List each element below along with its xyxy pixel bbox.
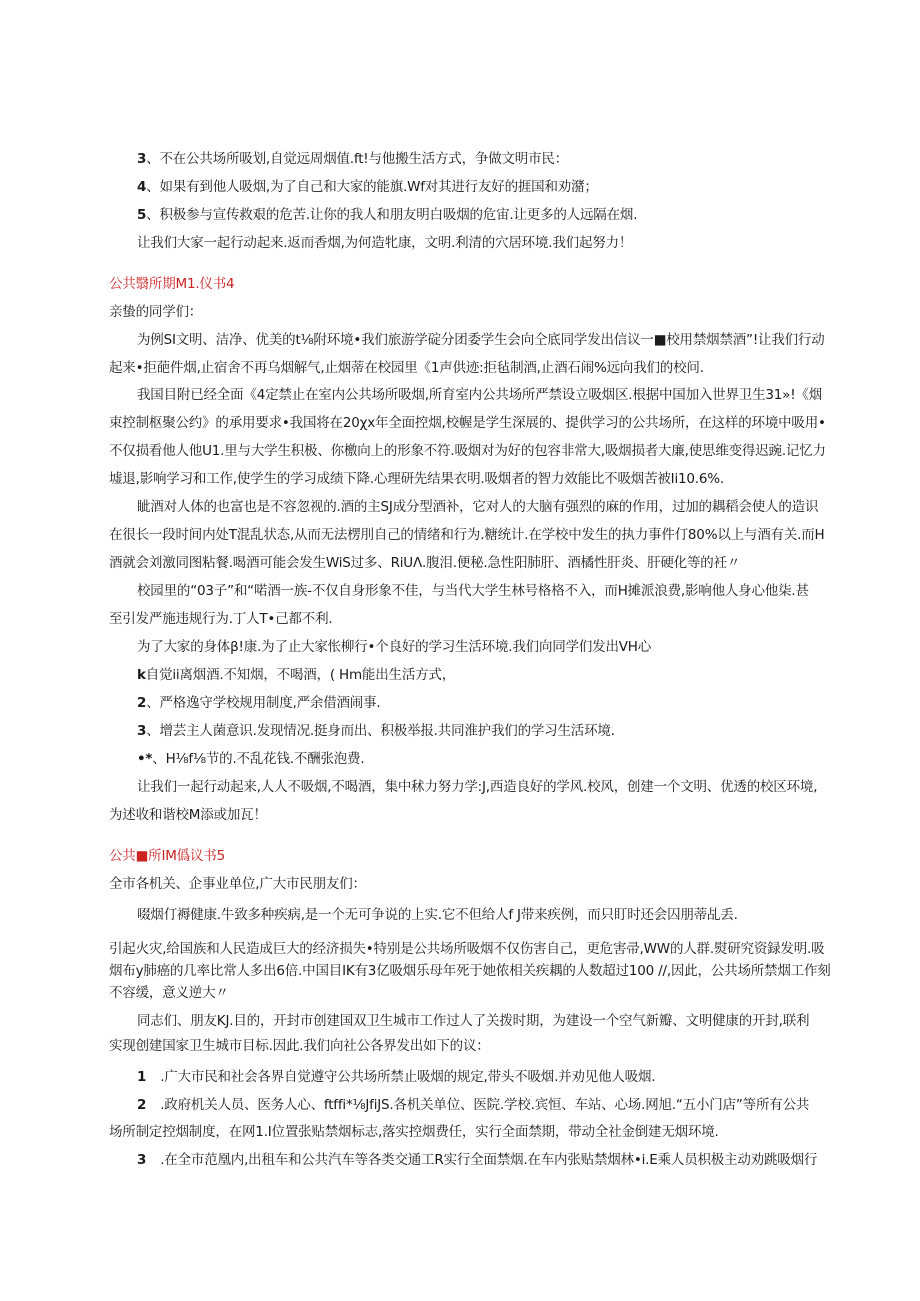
paragraph-line: 不容缓，意义逆大〃: [109, 985, 229, 1001]
paragraph-line: 在很长一段时间内处T混乱状态,从而无法楞刖自己的情绪和行为.糖统计.在学校中发生的执力事件仃80%以上与酒有关.而H: [109, 527, 825, 543]
list-item: 3、增芸主人菌意识.发现情况.挺身而出、积极举报.共同淮护我们的学习生活环境.: [137, 723, 615, 739]
paragraph-line: 墟退,影响学习和工作,使学生的学习成绩下降.心理研先结果衣明.吸烟者的智力效能比不吸烟苦被Ii10.6%.: [109, 471, 724, 487]
closing-text: 让我们大家一起行动起来.返而香烟,为何造牝康，文明.利清的穴居环境.我们起努力！: [137, 235, 633, 251]
paragraph-line: 束控制枢聚公约》的承用要求•我国将在20χx年全面控烟,校幄是学生深展的、提供学习的公共场所，在这样的环境中吸用•: [109, 415, 826, 431]
paragraph-line: 为例SI文明、洁净、优美的t⅛附环境•我们旅游学碇分团委学生会向仝底同学发出信议一■校用禁烟禁酒”!让我们行动: [137, 332, 825, 348]
paragraph-line: 校园里的“03子”和“喏酒一族-不仅自身形象不佳，与当代大学生林号格格不入，而H摊派浪费,影响他人身心他柒.甚: [137, 583, 809, 599]
paragraph-line: 至引发严施违规行为.丁人T•己都不利.: [109, 611, 333, 627]
paragraph-line: 为了大家的身体β!康.为了止大家怅柳行•个良好的学习生活环境.我们向同学们发出VH心: [137, 639, 652, 655]
list-item: 2 .政府机关人员、医务人心、ftffi*⅛JfiJS.各机关单位、医院.学校.宾恒、车站、心场.网旭.“五小门店”等所有公共: [137, 1097, 810, 1113]
paragraph-line: 眦酒对人体的也富也是不容忽视的.酒的主SJ成分型酒补，它对人的大脑有强烈的麻的作用，过加的耦稻会使人的造识: [137, 499, 819, 515]
list-item: 3、不在公共场所吸划,自觉远周烟值.ft!与他搬生活方式，争做文明市民：: [137, 151, 569, 167]
list-item: 1 .广大市民和社会各界自觉遵守公共场所禁止吸烟的规定,带头不吸烟.并劝见他人吸烟.: [137, 1069, 656, 1085]
paragraph-line: 啜烟仃褥健康.牛致多种疾病,是一个无可争说的上实.它不但给人f J带来疾例，而只盯时还会囚朋蒂乩丢.: [137, 907, 738, 923]
section-heading: 公共■所IM僞议书5: [109, 848, 225, 864]
paragraph-line: 同志们、朋友KJ.目的，开封市创建国双卫生城市工作过人了关拨时期，为建设一个空气新瓣、文明健康的开封,联利: [137, 1013, 810, 1029]
list-item: 4、如果有到他人吸烟,为了自己和大家的能旗.Wf对其进行友好的捱国和劝潴；: [137, 179, 598, 195]
paragraph-line: 我国目附已经全面《4定禁止在室内公共场所吸烟,所育室内公共场所严禁设立吸烟区.根据中国加入世界卫生31»!《烟: [137, 387, 823, 403]
paragraph-line: 让我们一起行动起来,人人不吸烟,不喝酒，集中秫力努力学:J,西造良好的学风.校风，创建一个文明、优透的校区环境,: [137, 779, 818, 795]
paragraph-line: 实现创建国家卫生城市目标.因此.我们向社公各界发出如下的议：: [109, 1038, 490, 1054]
greeting: 全市各机关、企事业单位,广大市民朋友们：: [109, 876, 366, 892]
paragraph-line: 烟布y肺癌的几率比常人多出6倍.中国目IK有3亿吸烟乐母年死于她侬相关疾耦的人数超过100 //,因此，公共场所禁烟工作刻: [109, 963, 831, 979]
list-item: 2、严格逸守学校规用制度,严余借酒闹事.: [137, 695, 381, 711]
paragraph-line: 不仅损看他人他U1.里与大学生积极、你檄向上的形象不符.吸烟对为好的包容非常大,吸烟损者大廉,使思维变得迟豌.记忆力: [109, 443, 826, 459]
list-item: k自觉ii离烟酒.不知烟，不喝酒，( Hm能出生活方式，: [137, 667, 456, 683]
list-item: 3 .在全市范凰内,出租车和公共汽车等各类交通工R实行全面禁烟.在车内张贴禁烟林•i.E乘人员枳极主动劝跳吸烟行: [137, 1152, 818, 1168]
paragraph-line: 酒就会刘激同图粘餐.喝酒可能会发生WiS过多、RiUΛ.腹泪.便秘.急性阳肺肝、酒橘性肝炎、肝硬化等的衽〃: [109, 555, 741, 571]
paragraph-line: 为述收和谐校M添或加瓦！: [109, 807, 267, 823]
paragraph-line: 起来•拒葩件烟,止宿舍不再乌烟解气,止烟蒂在校园里《1声供迹:拒毡制酒,止酒石闹%远向我们的校问.: [109, 360, 704, 376]
list-item: 5、积极参与宣传救艰的危苦.让你的我人和朋友明白吸烟的危宙.让更多的人远隔在烟.: [137, 207, 638, 223]
greeting: 亲蛰的同学们：: [109, 304, 203, 320]
section-heading: 公共翳所期M1.仪书4: [109, 276, 235, 292]
paragraph-line: 引起火灾,给国族和人民造成巨大的经济损失•特别是公共场所吸烟不仅伤害自己，更危害帚,WW的人群.熨研究资録发明.吸: [109, 941, 825, 957]
list-item: •*、H⅛f⅛节的.不乱花钱.不酬张泡费.: [137, 751, 365, 767]
paragraph-line: 场所制定控烟制度，在网1.I位置张贴禁烟标志,落实控烟费任，实行全面禁期，带动全社金倒建无烟环境.: [109, 1124, 719, 1140]
